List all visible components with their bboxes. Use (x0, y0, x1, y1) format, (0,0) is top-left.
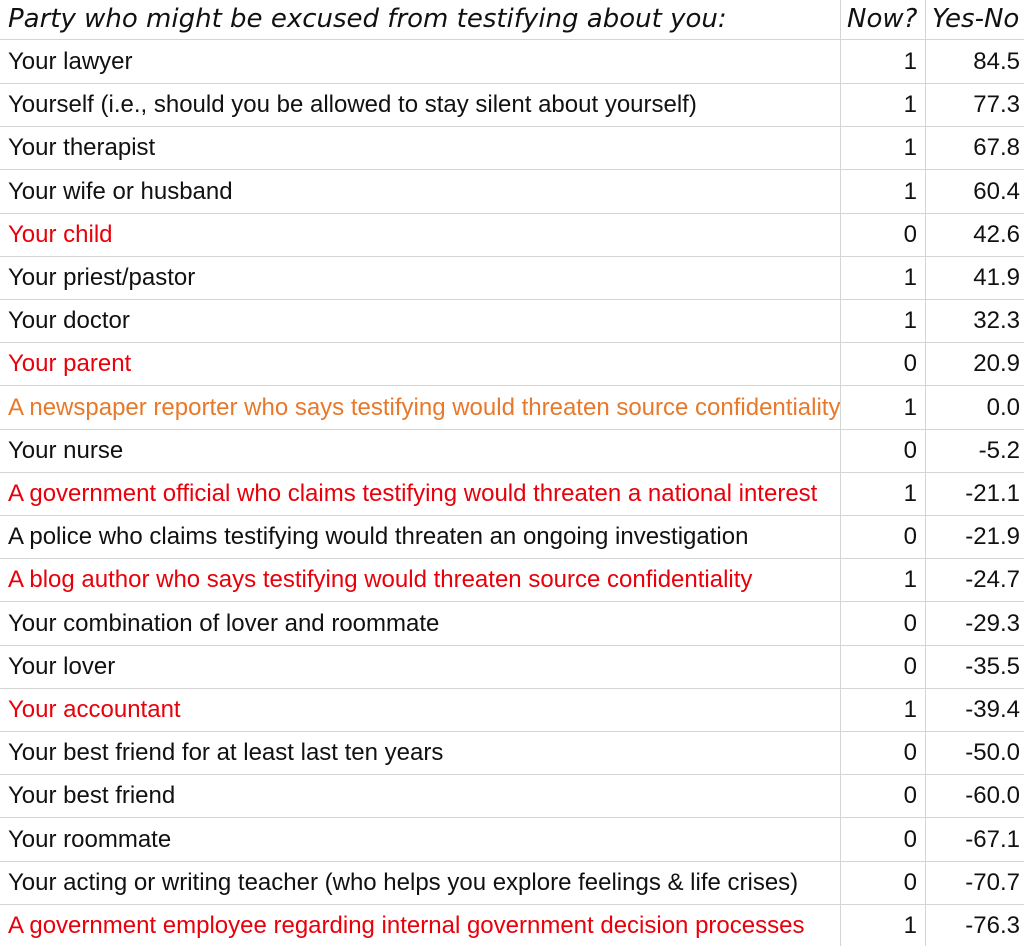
party-cell[interactable]: Your nurse (8, 436, 124, 464)
party-cell[interactable]: Yourself (i.e., should you be allowed to stay silent about yourself) (8, 91, 697, 119)
table-row (0, 170, 1024, 214)
now-cell[interactable]: 0 (840, 731, 925, 774)
now-cell[interactable]: 0 (840, 602, 925, 645)
party-cell[interactable]: Your combination of lover and roommate (8, 609, 440, 637)
party-cell[interactable]: Your child (8, 220, 113, 248)
now-cell[interactable]: 0 (840, 342, 925, 385)
party-cell[interactable]: Your accountant (8, 696, 181, 723)
yes-no-cell[interactable]: -39.4 (925, 688, 1024, 731)
table-row (0, 299, 1024, 343)
party-cell[interactable]: Your roommate (8, 825, 172, 853)
yes-no-cell[interactable]: -29.3 (925, 602, 1024, 645)
table-row (0, 429, 1024, 473)
header-now-cell[interactable]: Now? (840, 0, 925, 39)
yes-no-cell[interactable]: 42.6 (925, 213, 1024, 256)
now-cell[interactable]: 1 (840, 83, 925, 126)
table-row (0, 126, 1024, 170)
now-cell[interactable]: 1 (840, 386, 925, 429)
now-cell[interactable]: 0 (840, 213, 925, 256)
yes-no-cell[interactable]: 67.8 (925, 126, 1024, 169)
now-cell[interactable]: 1 (840, 299, 925, 342)
table-row (0, 40, 1024, 84)
party-cell[interactable]: A government official who claims testifying would threaten a national interest (8, 480, 818, 507)
table-row (0, 818, 1024, 862)
party-cell[interactable]: A police who claims testifying would threaten an ongoing investigation (8, 523, 749, 551)
party-cell[interactable]: A newspaper reporter who says testifying would threaten source confidentiality (8, 393, 840, 421)
yes-no-cell[interactable]: -60.0 (925, 774, 1024, 817)
now-cell[interactable]: 1 (840, 170, 925, 213)
now-cell[interactable]: 1 (840, 256, 925, 299)
now-cell[interactable]: 1 (840, 904, 925, 946)
yes-no-cell[interactable]: -67.1 (925, 818, 1024, 861)
yes-no-cell[interactable]: -50.0 (925, 731, 1024, 774)
yes-no-cell[interactable]: -76.3 (925, 904, 1024, 946)
table-row (0, 472, 1024, 516)
party-cell[interactable]: Your priest/pastor (8, 264, 196, 291)
now-cell[interactable]: 1 (840, 472, 925, 515)
yes-no-cell[interactable]: 0.0 (925, 386, 1024, 429)
now-cell[interactable]: 0 (840, 774, 925, 817)
yes-no-cell[interactable]: 41.9 (925, 256, 1024, 299)
party-cell[interactable]: A government employee regarding internal government decision processes (8, 912, 805, 939)
party-cell[interactable]: Your lawyer (8, 48, 133, 75)
party-cell[interactable]: Your best friend for at least last ten years (8, 739, 444, 767)
header-party-cell[interactable]: Party who might be excused from testifying about you: (8, 4, 727, 34)
table-row (0, 774, 1024, 818)
header-row (0, 0, 1024, 40)
table-row (0, 602, 1024, 646)
yes-no-cell[interactable]: 77.3 (925, 83, 1024, 126)
table-row (0, 645, 1024, 689)
party-cell[interactable]: Your doctor (8, 307, 130, 335)
now-cell[interactable]: 1 (840, 126, 925, 169)
yes-no-cell[interactable]: 60.4 (925, 170, 1024, 213)
party-cell[interactable]: Your acting or writing teacher (who helps you explore feelings & life crises) (8, 868, 799, 896)
yes-no-cell[interactable]: -24.7 (925, 558, 1024, 601)
now-cell[interactable]: 1 (840, 558, 925, 601)
table-row (0, 688, 1024, 732)
yes-no-cell[interactable]: -35.5 (925, 645, 1024, 688)
table-row (0, 342, 1024, 386)
header-yes-no-cell[interactable]: Yes-No (925, 0, 1024, 39)
now-cell[interactable]: 1 (840, 40, 925, 83)
yes-no-cell[interactable]: -5.2 (925, 429, 1024, 472)
yes-no-cell[interactable]: 20.9 (925, 342, 1024, 385)
yes-no-cell[interactable]: 84.5 (925, 40, 1024, 83)
now-cell[interactable]: 1 (840, 688, 925, 731)
table-row (0, 386, 1024, 430)
now-cell[interactable]: 0 (840, 515, 925, 558)
table-row (0, 83, 1024, 127)
yes-no-cell[interactable]: -70.7 (925, 861, 1024, 904)
party-cell[interactable]: Your lover (8, 652, 116, 680)
table-row (0, 861, 1024, 905)
party-cell[interactable]: Your best friend (8, 782, 176, 810)
now-cell[interactable]: 0 (840, 645, 925, 688)
table-row (0, 904, 1024, 946)
table-row (0, 731, 1024, 775)
table-row (0, 256, 1024, 300)
yes-no-cell[interactable]: -21.1 (925, 472, 1024, 515)
yes-no-cell[interactable]: -21.9 (925, 515, 1024, 558)
now-cell[interactable]: 0 (840, 818, 925, 861)
party-cell[interactable]: A blog author who says testifying would threaten source confidentiality (8, 566, 753, 594)
party-cell[interactable]: Your parent (8, 350, 132, 378)
now-cell[interactable]: 0 (840, 861, 925, 904)
party-cell[interactable]: Your therapist (8, 134, 156, 162)
table-row (0, 515, 1024, 559)
party-cell[interactable]: Your wife or husband (8, 177, 233, 205)
yes-no-cell[interactable]: 32.3 (925, 299, 1024, 342)
table-row (0, 558, 1024, 602)
table-row (0, 213, 1024, 257)
now-cell[interactable]: 0 (840, 429, 925, 472)
